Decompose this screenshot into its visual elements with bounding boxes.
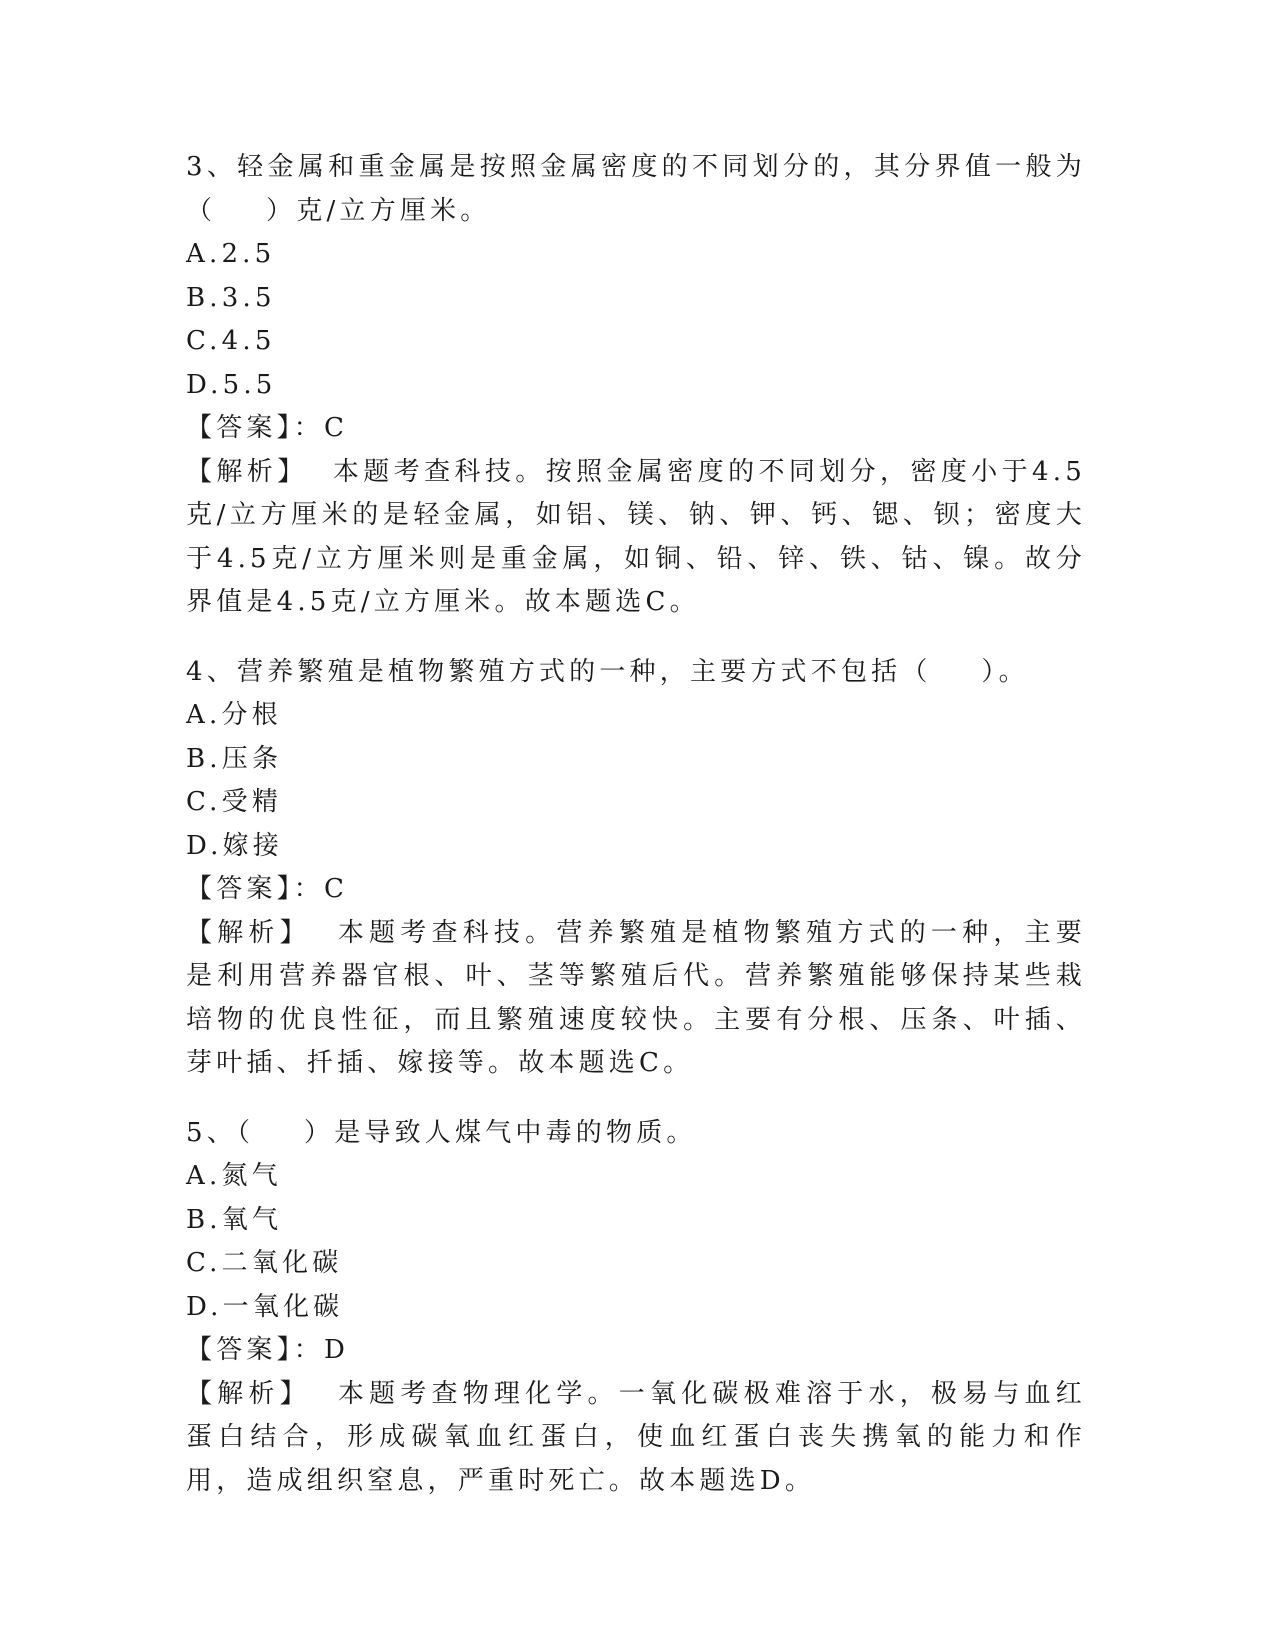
analysis-text: 【解析】 本题考查物理化学。一氧化碳极难溶于水，极易与血红蛋白结合，形成碳氧血红蛋白，使血红蛋白丧失携氧的能力和作用，造成组织窒息，严重时死亡。故本题选D。 xyxy=(186,1378,1086,1496)
answer-line: 【答案】：C xyxy=(186,413,349,443)
question-4 xyxy=(186,651,1086,1086)
question-stem: 4、营养繁殖是植物繁殖方式的一种，主要方式不包括（ ）。 xyxy=(186,656,1029,687)
option-c: C.受精 xyxy=(186,787,283,817)
analysis-text: 【解析】 本题考查科技。按照金属密度的不同划分，密度小于4.5克/立方厘米的是轻金属，如铝、镁、钠、钾、钙、锶、钡；密度大于4.5克/立方厘米则是重金属，如铜、铅、锌、铁、钴、镍。故分界值是4.5克/立方厘米。故本题选C。 xyxy=(186,456,1086,617)
question-5 xyxy=(186,1112,1086,1504)
option-c: C.二氧化碳 xyxy=(186,1248,343,1278)
question-stem: 3、轻金属和重金属是按照金属密度的不同划分的，其分界值一般为（ ）克/立方厘米。 xyxy=(186,152,1086,226)
document-page xyxy=(186,146,1086,1503)
option-a: A.分根 xyxy=(186,700,282,730)
option-a: A.氮气 xyxy=(186,1161,282,1191)
option-b: B.压条 xyxy=(186,743,283,774)
option-b: B.氧气 xyxy=(186,1204,283,1235)
option-d: D.一氧化碳 xyxy=(186,1291,344,1322)
analysis-text: 【解析】 本题考查科技。营养繁殖是植物繁殖方式的一种，主要是利用营养器官根、叶、茎等繁殖后代。营养繁殖能够保持某些栽培物的优良性征，而且繁殖速度较快。主要有分根、压条、叶插、芽叶插、扦插、嫁接等。故本题选C。 xyxy=(186,917,1086,1078)
option-c: C.4.5 xyxy=(186,326,276,356)
answer-line: 【答案】：D xyxy=(186,1335,350,1365)
option-b: B.3.5 xyxy=(186,282,276,313)
option-d: D.5.5 xyxy=(186,369,277,400)
question-3 xyxy=(186,146,1086,625)
answer-line: 【答案】：C xyxy=(186,874,349,904)
question-stem: 5、（ ）是导致人煤气中毒的物质。 xyxy=(186,1117,697,1148)
option-a: A.2.5 xyxy=(186,239,276,269)
option-d: D.嫁接 xyxy=(186,830,283,861)
